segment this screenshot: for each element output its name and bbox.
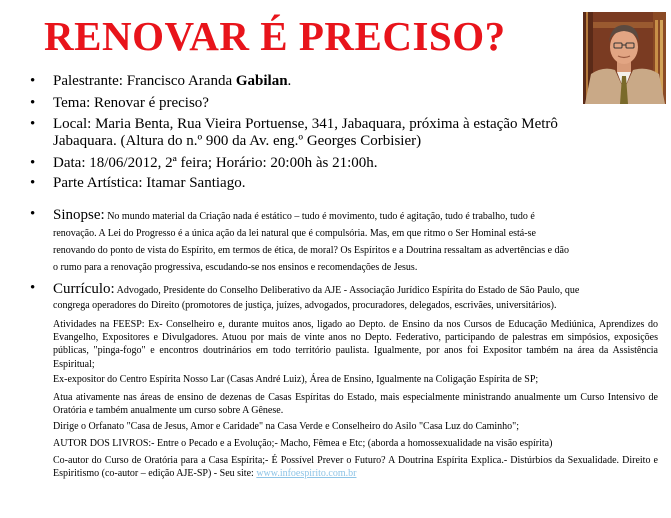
bullet: • xyxy=(30,175,36,191)
date-line: Data: 18/06/2012, 2ª feira; Horário: 20:00h às 21:00h. xyxy=(53,155,378,171)
bullet: • xyxy=(30,116,36,132)
curriculo-oratoria: Atua ativamente nas áreas de ensino de dezenas de Casas Espíritas do Estado, mais especialmente ministrando anualmente um Curso Intensivo de Oratória e também anualmente um curso sobre A Gênese. xyxy=(53,392,658,417)
curriculo-text-1: Advogado, Presidente do Conselho Deliberativo da AJE - Associação Jurídico Espírita do Estado de São Paulo, que xyxy=(114,285,580,296)
local-line-1: Local: Maria Benta, Rua Vieira Portuense, 341, Jabaquara, próxima à estação Metrô xyxy=(53,116,558,132)
bullet: • xyxy=(30,155,36,171)
local-line-2: Jabaquara. (Altura do n.º 900 da Av. eng.º Georges Corbisier) xyxy=(53,133,422,149)
bullet: • xyxy=(30,95,36,111)
sinopse-line-4: o rumo para a renovação progressiva, escudando-se nos ensinos e recomendações de Jesus. xyxy=(53,262,418,273)
coautor-text: Co-autor do Curso de Oratória para a Casa Espírita;- É Possível Prever o Futuro? A Doutrina Espírita Explica.- Distúrbios da Sexualidade. Direito e Espiritismo (co-autor – edição AJE-SP) - Seu site: xyxy=(53,455,658,480)
curriculo-coautor xyxy=(53,454,658,480)
bullet: • xyxy=(30,280,36,296)
speaker-photo xyxy=(583,12,666,104)
curriculo-feesp: Atividades na FEESP: Ex- Conselheiro e, durante muitos anos, ligado ao Depto. de Ensino da nos Cursos de Educação Mediúnica, Aprendizes do Evangelho, Expositores e Divulgadores. Atuou por mais de vinte anos no Depto. Federativo, participando de palestras em simpósios, exposições públicas, "pinga-fogo" e encontros doutrinários em todo território paulista. Igualmente, por anos foi Expositor também na área da Assistência Espiritual; xyxy=(53,319,658,370)
sinopse-text-1: No mundo material da Criação nada é estático – tudo é movimento, tudo é agitação, tudo é trabalho, tudo é xyxy=(104,211,535,222)
speaker-suffix: . xyxy=(287,73,292,89)
sinopse-line-3: renovando do ponto de vista do Espírito, em termos de ética, de moral? Os Espíritos e a Doutrina ressaltam as advertências e dão xyxy=(53,245,569,256)
curriculo-line-2: congrega operadores do Direito (promotores de justiça, juízes, advogados, procuradores, delegados, escrivães, universitários). xyxy=(53,300,557,311)
sinopse-line-1 xyxy=(53,209,535,223)
curriculo-orfanato: Dirige o Orfanato "Casa de Jesus, Amor e Caridade" na Casa Verde e Conselheiro do Asilo "Casa Luz do Caminho"; xyxy=(53,421,520,432)
sinopse-line-2: renovação. A Lei do Progresso é a única ação da lei natural que é compulsória. Mas, em que ritmo o Ser Hominal está-se xyxy=(53,228,536,239)
bullet: • xyxy=(30,73,36,89)
tema-line: Tema: Renovar é preciso? xyxy=(53,95,209,111)
curriculo-line-1 xyxy=(53,283,579,297)
page-title: RENOVAR É PRECISO? xyxy=(44,13,506,59)
site-link[interactable]: www.infoespirito.com.br xyxy=(256,468,357,480)
speaker-prefix: Palestrante: Francisco Aranda xyxy=(53,73,236,89)
sinopse-label: Sinopse: xyxy=(53,207,105,223)
curriculo-livros: AUTOR DOS LIVROS:- Entre o Pecado e a Evolução;- Macho, Fêmea e Etc; (aborda a homossexualidade na visão espírita) xyxy=(53,438,553,449)
speaker-surname: Gabilan xyxy=(235,73,288,89)
curriculo-label: Currículo: xyxy=(53,281,115,297)
bullet: • xyxy=(30,206,36,222)
speaker-line xyxy=(53,73,291,90)
curriculo-nosso-lar: Ex-expositor do Centro Espírita Nosso Lar (Casas André Luiz), Área de Ensino, Igualmente na Coligação Espírita de SP; xyxy=(53,374,539,385)
artistic-line: Parte Artística: Itamar Santiago. xyxy=(53,175,246,191)
